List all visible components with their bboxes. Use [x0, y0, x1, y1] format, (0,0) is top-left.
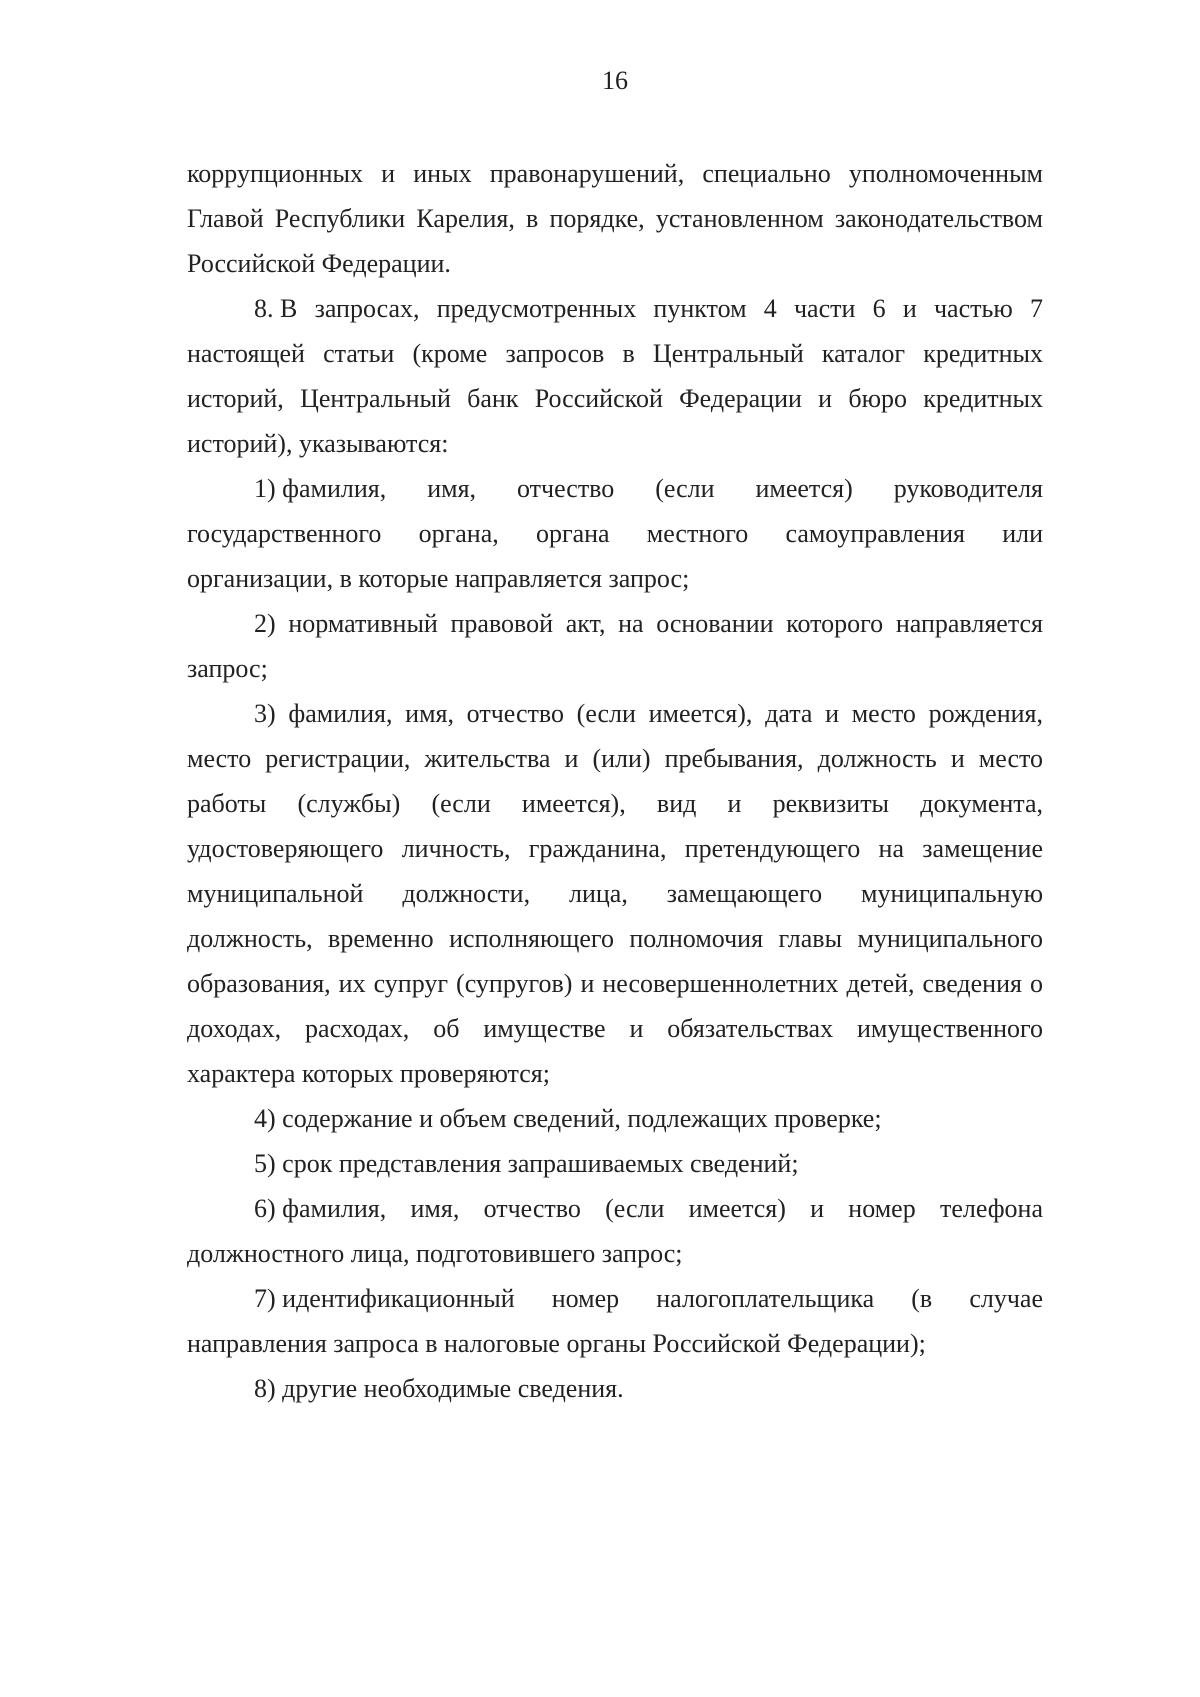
text-line: 4) содержание и объем сведений, подлежащих проверке;	[254, 1104, 882, 1133]
list-marker-group: 7) идентификационный	[254, 1284, 515, 1313]
list-item-7	[187, 1276, 1043, 1366]
document-body	[187, 151, 1043, 1411]
list-item-8	[187, 1366, 1043, 1411]
list-item-1	[187, 466, 1043, 601]
paragraph-continuation	[187, 151, 1043, 286]
text-line: 7) идентификационный номер налогоплательщика (в случае	[187, 1276, 1043, 1321]
text-line: доходах, расходах, об имуществе и обязательствах имущественного	[187, 1014, 1043, 1043]
text-line: образования, их супруг (супругов) и несовершеннолетних детей, сведения о	[187, 969, 1043, 998]
text-line: работы (службы) (если имеется), вид и реквизиты документа,	[187, 789, 1043, 818]
text-line: 6) фамилия, имя, отчество (если имеется) и номер телефона	[187, 1186, 1043, 1231]
list-item-5	[187, 1141, 1043, 1186]
text-line: 8) другие необходимые сведения.	[254, 1374, 624, 1403]
text-line: место регистрации, жительства и (или) пребывания, должность и место	[187, 744, 1043, 773]
text-line: муниципальной должности, лица, замещающего муниципальную	[187, 879, 1043, 908]
text-line: 5) срок представления запрашиваемых сведений;	[254, 1149, 799, 1178]
list-marker-group: 6) фамилия,	[254, 1194, 387, 1223]
text-line: 8. В запросах, предусмотренных пунктом 4 части 6 и частью 7	[187, 286, 1043, 331]
text-line: историй), указываются:	[187, 429, 449, 458]
text-line: должностного лица, подготовившего запрос;	[187, 1239, 683, 1268]
text-line: 1) фамилия, имя, отчество (если имеется) руководителя	[187, 466, 1043, 511]
text-line: характера которых проверяются;	[187, 1059, 550, 1088]
text-line: удостоверяющего личность, гражданина, претендующего на замещение	[187, 834, 1043, 863]
page-number: 16	[602, 66, 628, 95]
paragraph-part-8	[187, 286, 1043, 466]
list-marker-group: 8. В	[254, 294, 298, 323]
list-item-4	[187, 1096, 1043, 1141]
list-marker-group: 1) фамилия,	[254, 474, 387, 503]
text-line: 2) нормативный правовой акт, на основании которого направляется	[254, 609, 1043, 638]
text-line: настоящей статьи (кроме запросов в Центральный каталог кредитных	[187, 339, 1043, 368]
list-item-6	[187, 1186, 1043, 1276]
text-line: коррупционных и иных правонарушений, специально уполномоченным	[187, 159, 1043, 188]
text-line: Главой Республики Карелия, в порядке, установленном законодательством	[187, 204, 1043, 233]
list-item-3	[187, 691, 1043, 1096]
text-line: должность, временно исполняющего полномочия главы муниципального	[187, 924, 1043, 953]
text-line: Российской Федерации.	[187, 249, 451, 278]
text-line: направления запроса в налоговые органы Российской Федерации);	[187, 1329, 926, 1358]
text-line: организации, в которые направляется запрос;	[187, 564, 690, 593]
text-line: государственного органа, органа местного самоуправления или	[187, 519, 1043, 548]
list-item-2	[187, 601, 1043, 691]
text-line: запрос;	[187, 654, 268, 683]
text-line: историй, Центральный банк Российской Федерации и бюро кредитных	[187, 384, 1043, 413]
text-line: 3) фамилия, имя, отчество (если имеется), дата и место рождения,	[254, 699, 1043, 728]
